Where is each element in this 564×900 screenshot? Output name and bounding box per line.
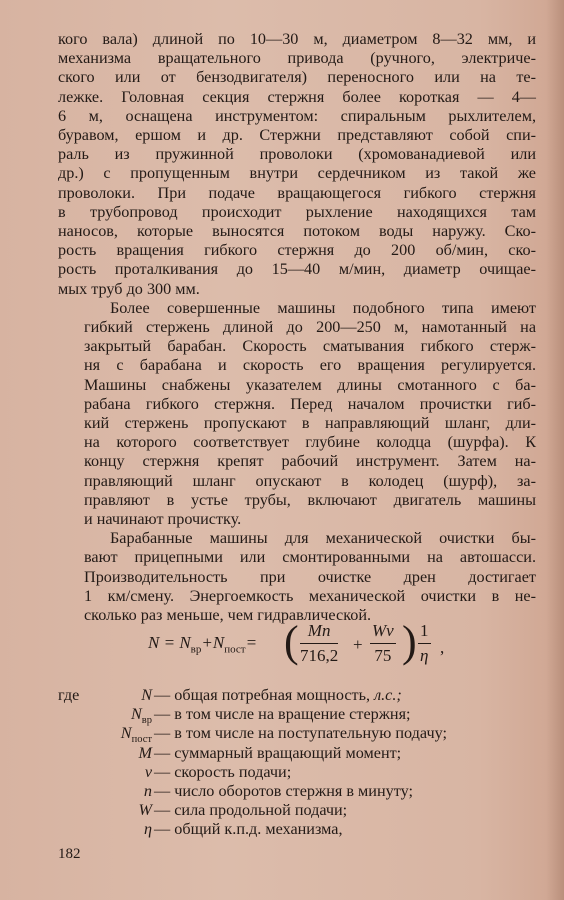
text-line: 6 м, оснащена инструментом: спиральным рыхлителем, [58, 106, 536, 125]
text-line: раль из пружинной проволоки (хромованадиевой или [58, 145, 536, 164]
frac-Mn-numerator: Mn [300, 621, 338, 644]
formula-symbol-N: N [148, 633, 160, 652]
definition-row [58, 801, 536, 820]
definition-text [154, 686, 402, 705]
definition-description: — общая потребная мощность, [154, 686, 371, 704]
text-line: правляющий шланг опускают в колодец (шурф), за- [84, 471, 536, 490]
text-line: проволоки. При подаче вращающегося гибкого стержня [58, 183, 536, 202]
formula-sub-vr: вр [190, 643, 202, 656]
text-line: гибкий стержень длиной до 200—250 м, намотанный на [84, 318, 536, 337]
formula-sub-post: пост [224, 643, 246, 656]
definition-row [58, 763, 536, 782]
text-line: кого вала) длиной по 10—30 м, диаметром 8—32 мм, и [58, 30, 536, 48]
frac-Wv-denominator: 75 [374, 646, 392, 665]
symbol-definitions [58, 686, 536, 840]
symbol-subscript: пост [131, 734, 152, 746]
text-line: мых труб до 300 мм. [58, 279, 200, 298]
text-line: наносов, которые выносятся потоком воды наружу. Ско- [58, 222, 536, 241]
text-line: рость вращения гибкого стержня до 200 об/мин, ско- [58, 241, 536, 260]
symbol-letter: N [141, 686, 152, 704]
frac-Wv-numerator: Wv [370, 621, 396, 644]
page-edge-shadow [546, 0, 564, 900]
symbol-letter: N [120, 724, 132, 743]
text-line: механизма вращательного привода (ручного, электриче- [58, 49, 536, 68]
definition-description: — суммарный вращающий момент; [154, 743, 402, 762]
text-line: Машины снабжены указателем длины смотанного с ба- [84, 375, 536, 394]
frac-eta-denominator: η [420, 646, 429, 665]
definition-row [58, 724, 536, 746]
body-text [58, 30, 536, 625]
definition-text [154, 801, 347, 820]
frac-Mn-denominator: 716,2 [300, 646, 339, 665]
text-line: закрытый барабан. Скорость сматывания гибкого стерж- [84, 337, 536, 356]
definition-text [154, 820, 343, 839]
definition-symbol [141, 686, 152, 705]
formula-frac-Mn [300, 621, 338, 666]
formula-comma: , [440, 638, 445, 657]
formula-lhs [148, 633, 257, 655]
definition-symbol [139, 744, 152, 763]
definition-symbol [144, 782, 152, 801]
paragraph-1 [58, 30, 536, 299]
definition-symbol [139, 801, 152, 820]
symbol-letter: n [143, 781, 152, 800]
definition-row [58, 744, 536, 763]
text-line: в трубопровод происходит рыхление находящихся там [58, 202, 536, 221]
text-line: вают прицепными или смонтированными на автошасси. [84, 548, 536, 567]
text-line: рость проталкивания до 15—40 м/мин, диаметр очищае- [58, 260, 536, 279]
paragraph-2 [58, 299, 536, 529]
symbol-subscript: вр [141, 715, 152, 727]
text-line: сколько раз меньше, чем гидравлической. [84, 606, 372, 625]
formula-left-paren: ( [284, 617, 299, 666]
definition-description: — число оборотов стержня в минуту; [154, 781, 413, 800]
frac-eta-numerator: 1 [418, 621, 431, 644]
text-line: на которого соответствует глубине колодца (шурфа). К [84, 433, 536, 452]
text-line: лежке. Головная секция стержня более короткая — 4— [58, 87, 536, 106]
formula-frac-Wv [370, 621, 396, 666]
text-line: кий стержень пропускают в направляющий шланг, дли- [84, 414, 536, 433]
definition-text [154, 724, 447, 743]
where-label: где [58, 686, 80, 704]
text-line: ня с барабана и скорость его вращения регулируется. [84, 356, 536, 375]
definition-description: — в том числе на поступательную подачу; [154, 724, 447, 743]
formula-equals-2: = [245, 633, 258, 652]
definition-description: — сила продольной подачи; [154, 801, 348, 820]
definition-row [58, 705, 536, 727]
definition-text [154, 782, 413, 801]
definition-description: — скорость подачи; [154, 762, 292, 781]
power-formula [148, 618, 448, 672]
definition-text [154, 705, 411, 724]
symbol-letter: v [144, 762, 152, 781]
text-line: правляют в устье трубы, включают двигатель машины [84, 490, 536, 509]
formula-symbol-Npost: N [212, 633, 225, 652]
symbol-letter: η [143, 820, 152, 839]
formula-symbol-Nvr: N [179, 633, 191, 652]
definition-unit: л.с.; [374, 686, 402, 704]
definition-row [58, 782, 536, 801]
formula-plus: + [201, 633, 213, 652]
definition-text [154, 744, 401, 763]
text-line: буравом, ершом и др. Стержни представляют собой спи- [58, 126, 536, 145]
definition-description: — в том числе на вращение стержня; [154, 705, 411, 724]
text-line: др.) с пропущенным внутри сердечником из такой же [58, 164, 536, 183]
page-number: 182 [58, 846, 81, 862]
symbol-letter: W [138, 801, 152, 820]
text-line: 1 км/смену. Энергоемкость механической очистки в не- [84, 586, 536, 605]
text-line: Производительность при очистке дрен достигает [84, 567, 536, 586]
definition-row [58, 820, 536, 839]
text-line: Барабанные машины для механической очистки бы- [110, 529, 536, 548]
text-line: ского или от бензодвигателя) переносного или на те- [58, 68, 536, 87]
symbol-letter: N [130, 705, 142, 724]
text-line: и начинают прочистку. [84, 510, 242, 529]
text-line: рабана гибкого стержня. Перед началом прочистки гиб- [84, 394, 536, 413]
definition-symbol [144, 820, 152, 839]
definition-text [154, 763, 291, 782]
formula-frac-eta [418, 621, 431, 666]
text-line: концу стержня крепят рабочий инструмент. Затем на- [84, 452, 536, 471]
formula-right-paren: ) [402, 617, 417, 666]
paragraph-3 [58, 529, 536, 625]
symbol-letter: M [138, 743, 152, 762]
definition-symbol [145, 763, 152, 782]
text-line: Более совершенные машины подобного типа имеют [110, 298, 536, 317]
formula-equals: = [163, 633, 176, 652]
definition-description: — общий к.п.д. механизма, [154, 820, 343, 839]
formula-plus-2: + [353, 635, 363, 654]
definition-row [58, 686, 536, 705]
